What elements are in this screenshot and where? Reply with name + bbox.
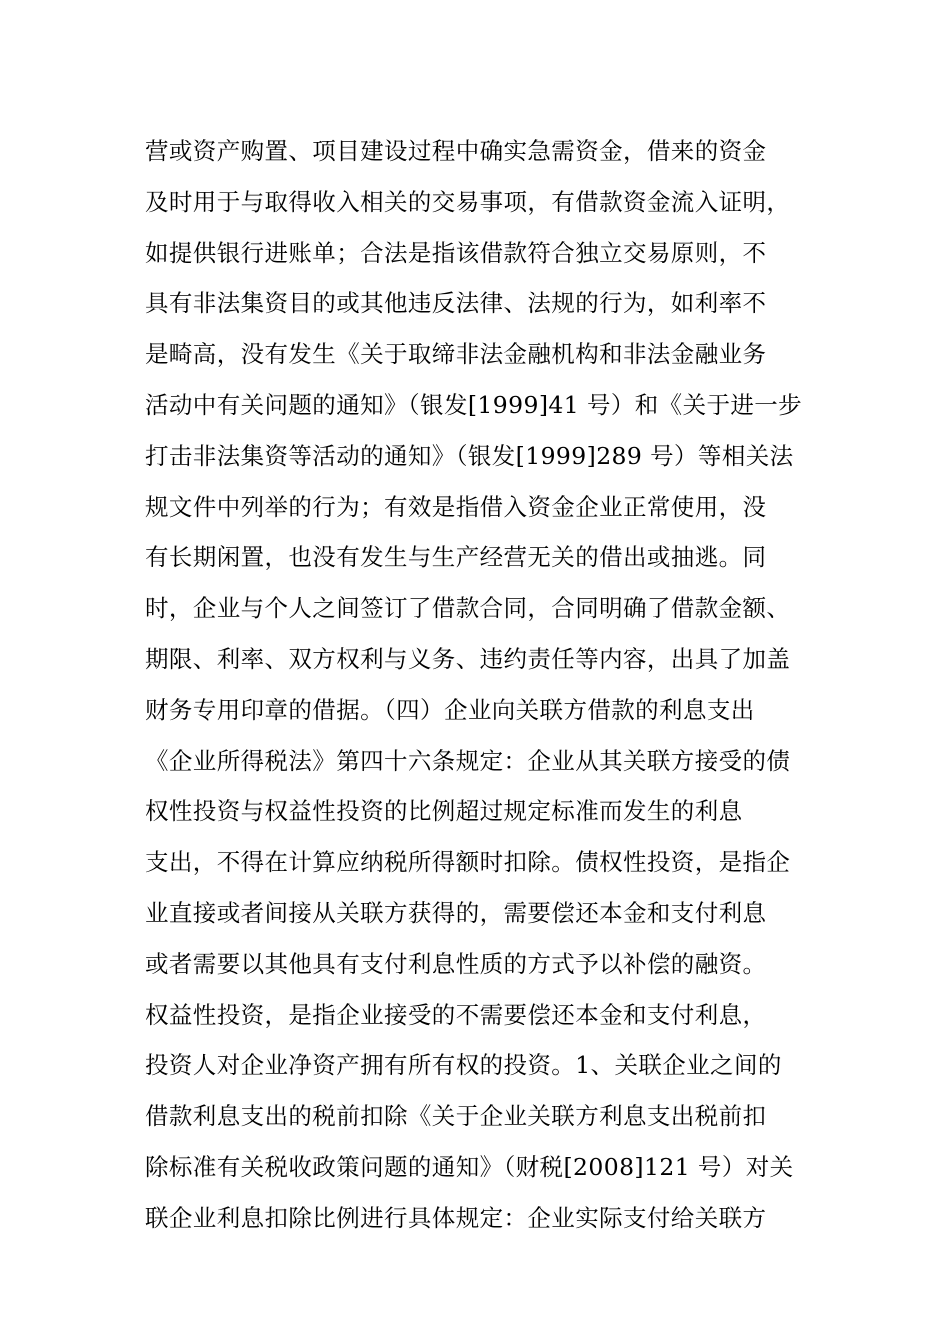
text-line: 支出，不得在计算应纳税所得额时扣除。债权性投资，是指企	[145, 848, 791, 877]
text-line: 打击非法集资等活动的通知》（银发[1999]289 号）等相关法	[145, 441, 794, 470]
text-line: 或者需要以其他具有支付利息性质的方式予以补偿的融资。	[145, 949, 767, 978]
body-text	[145, 133, 835, 1251]
text-line: 除标准有关税收政策问题的通知》（财税[2008]121 号）对关	[145, 1152, 794, 1181]
text-line: 规文件中列举的行为；有效是指借入资金企业正常使用，没	[145, 492, 767, 521]
text-line: 《企业所得税法》第四十六条规定：企业从其关联方接受的债	[145, 746, 791, 775]
text-line: 有长期闲置，也没有发生与生产经营无关的借出或抽逃。同	[145, 543, 767, 572]
text-line: 活动中有关问题的通知》（银发[1999]41 号）和《关于进一步	[145, 390, 803, 419]
text-line: 具有非法集资目的或其他违反法律、法规的行为，如利率不	[145, 289, 767, 318]
text-line: 及时用于与取得收入相关的交易事项，有借款资金流入证明，	[145, 187, 791, 216]
text-line: 是畸高，没有发生《关于取缔非法金融机构和非法金融业务	[145, 340, 767, 369]
text-line: 权性投资与权益性投资的比例超过规定标准而发生的利息	[145, 797, 743, 826]
text-line: 时，企业与个人之间签订了借款合同，合同明确了借款金额、	[145, 594, 791, 623]
text-line: 权益性投资，是指企业接受的不需要偿还本金和支付利息，	[145, 1000, 767, 1029]
text-line: 借款利息支出的税前扣除《关于企业关联方利息支出税前扣	[145, 1102, 767, 1131]
text-line: 联企业利息扣除比例进行具体规定：企业实际支付给关联方	[145, 1203, 767, 1232]
text-line: 如提供银行进账单；合法是指该借款符合独立交易原则，不	[145, 238, 767, 267]
text-line: 期限、利率、双方权利与义务、违约责任等内容，出具了加盖	[145, 644, 791, 673]
text-line: 业直接或者间接从关联方获得的，需要偿还本金和支付利息	[145, 898, 767, 927]
text-line: 投资人对企业净资产拥有所有权的投资。1、关联企业之间的	[145, 1051, 782, 1080]
text-line: 财务专用印章的借据。（四）企业向关联方借款的利息支出	[145, 695, 755, 724]
text-line: 营或资产购置、项目建设过程中确实急需资金，借来的资金	[145, 137, 767, 165]
